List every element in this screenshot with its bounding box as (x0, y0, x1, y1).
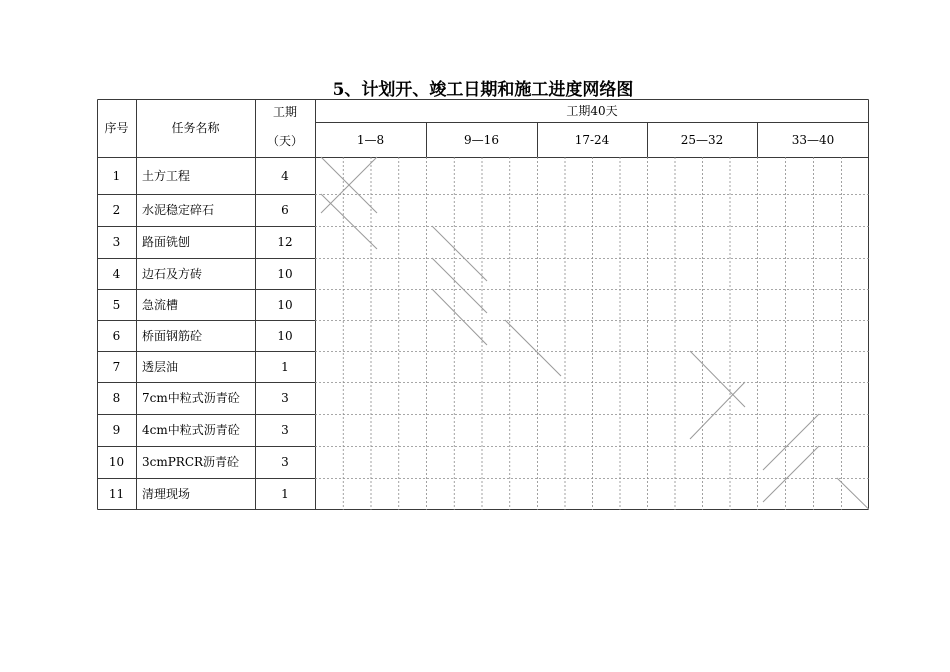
header-period-2: 9—16 (464, 132, 499, 147)
task-days: 3 (281, 391, 289, 405)
header-duration: 工期 (272, 105, 297, 119)
header-period-1: 1—8 (356, 132, 385, 147)
activity-line (763, 446, 819, 502)
activity-line (432, 289, 487, 345)
task-seq: 4 (112, 266, 121, 281)
task-days: 10 (277, 266, 293, 281)
task-name: 清理现场 (142, 487, 191, 501)
task-days: 3 (281, 423, 289, 437)
task-seq: 11 (108, 487, 125, 501)
task-name: 桥面钢筋砼 (142, 328, 203, 343)
task-name: 水泥稳定碎石 (142, 203, 215, 217)
task-seq: 2 (112, 203, 121, 217)
task-seq: 10 (108, 455, 125, 469)
header-period-4: 25—32 (680, 132, 724, 147)
header-duration-unit: （天） (266, 134, 303, 148)
header-period-5: 33—40 (791, 132, 835, 147)
activity-line (763, 414, 819, 470)
task-name: 透层油 (142, 359, 179, 374)
task-days: 4 (281, 168, 289, 183)
task-days: 10 (277, 328, 293, 343)
task-name: 路面铣刨 (142, 235, 191, 249)
task-days: 3 (281, 455, 289, 469)
task-name: 土方工程 (142, 168, 191, 183)
header-seq: 序号 (104, 121, 129, 135)
task-days: 6 (281, 203, 289, 217)
activity-line (505, 320, 561, 376)
task-name: 4cm中粒式沥青砼 (142, 423, 240, 437)
task-name: 急流槽 (142, 297, 179, 312)
header-total-period: 工期40天 (566, 103, 618, 118)
task-seq: 1 (112, 168, 121, 183)
header-task-name: 任务名称 (171, 121, 220, 135)
task-name: 3cmPRCR沥青砼 (142, 455, 240, 469)
task-days: 12 (277, 235, 293, 249)
activity-line (321, 194, 377, 249)
page-title: 5、计划开、竣工日期和施工进度网络图 (332, 80, 634, 100)
task-name: 边石及方砖 (142, 266, 203, 281)
task-seq: 3 (112, 235, 121, 249)
task-days: 1 (281, 487, 289, 501)
activity-line (432, 258, 487, 313)
task-seq: 6 (112, 328, 121, 343)
activity-line (690, 351, 745, 407)
task-seq: 7 (112, 359, 121, 374)
task-seq: 5 (112, 297, 121, 312)
schedule-table (97, 99, 869, 510)
activity-line (432, 226, 487, 281)
activity-line (690, 382, 745, 439)
task-days: 10 (277, 297, 293, 312)
task-seq: 9 (112, 423, 121, 437)
task-seq: 8 (112, 391, 121, 405)
header-period-3: 17-24 (574, 132, 610, 147)
task-name: 7cm中粒式沥青砼 (142, 391, 240, 405)
task-days: 1 (281, 359, 289, 374)
